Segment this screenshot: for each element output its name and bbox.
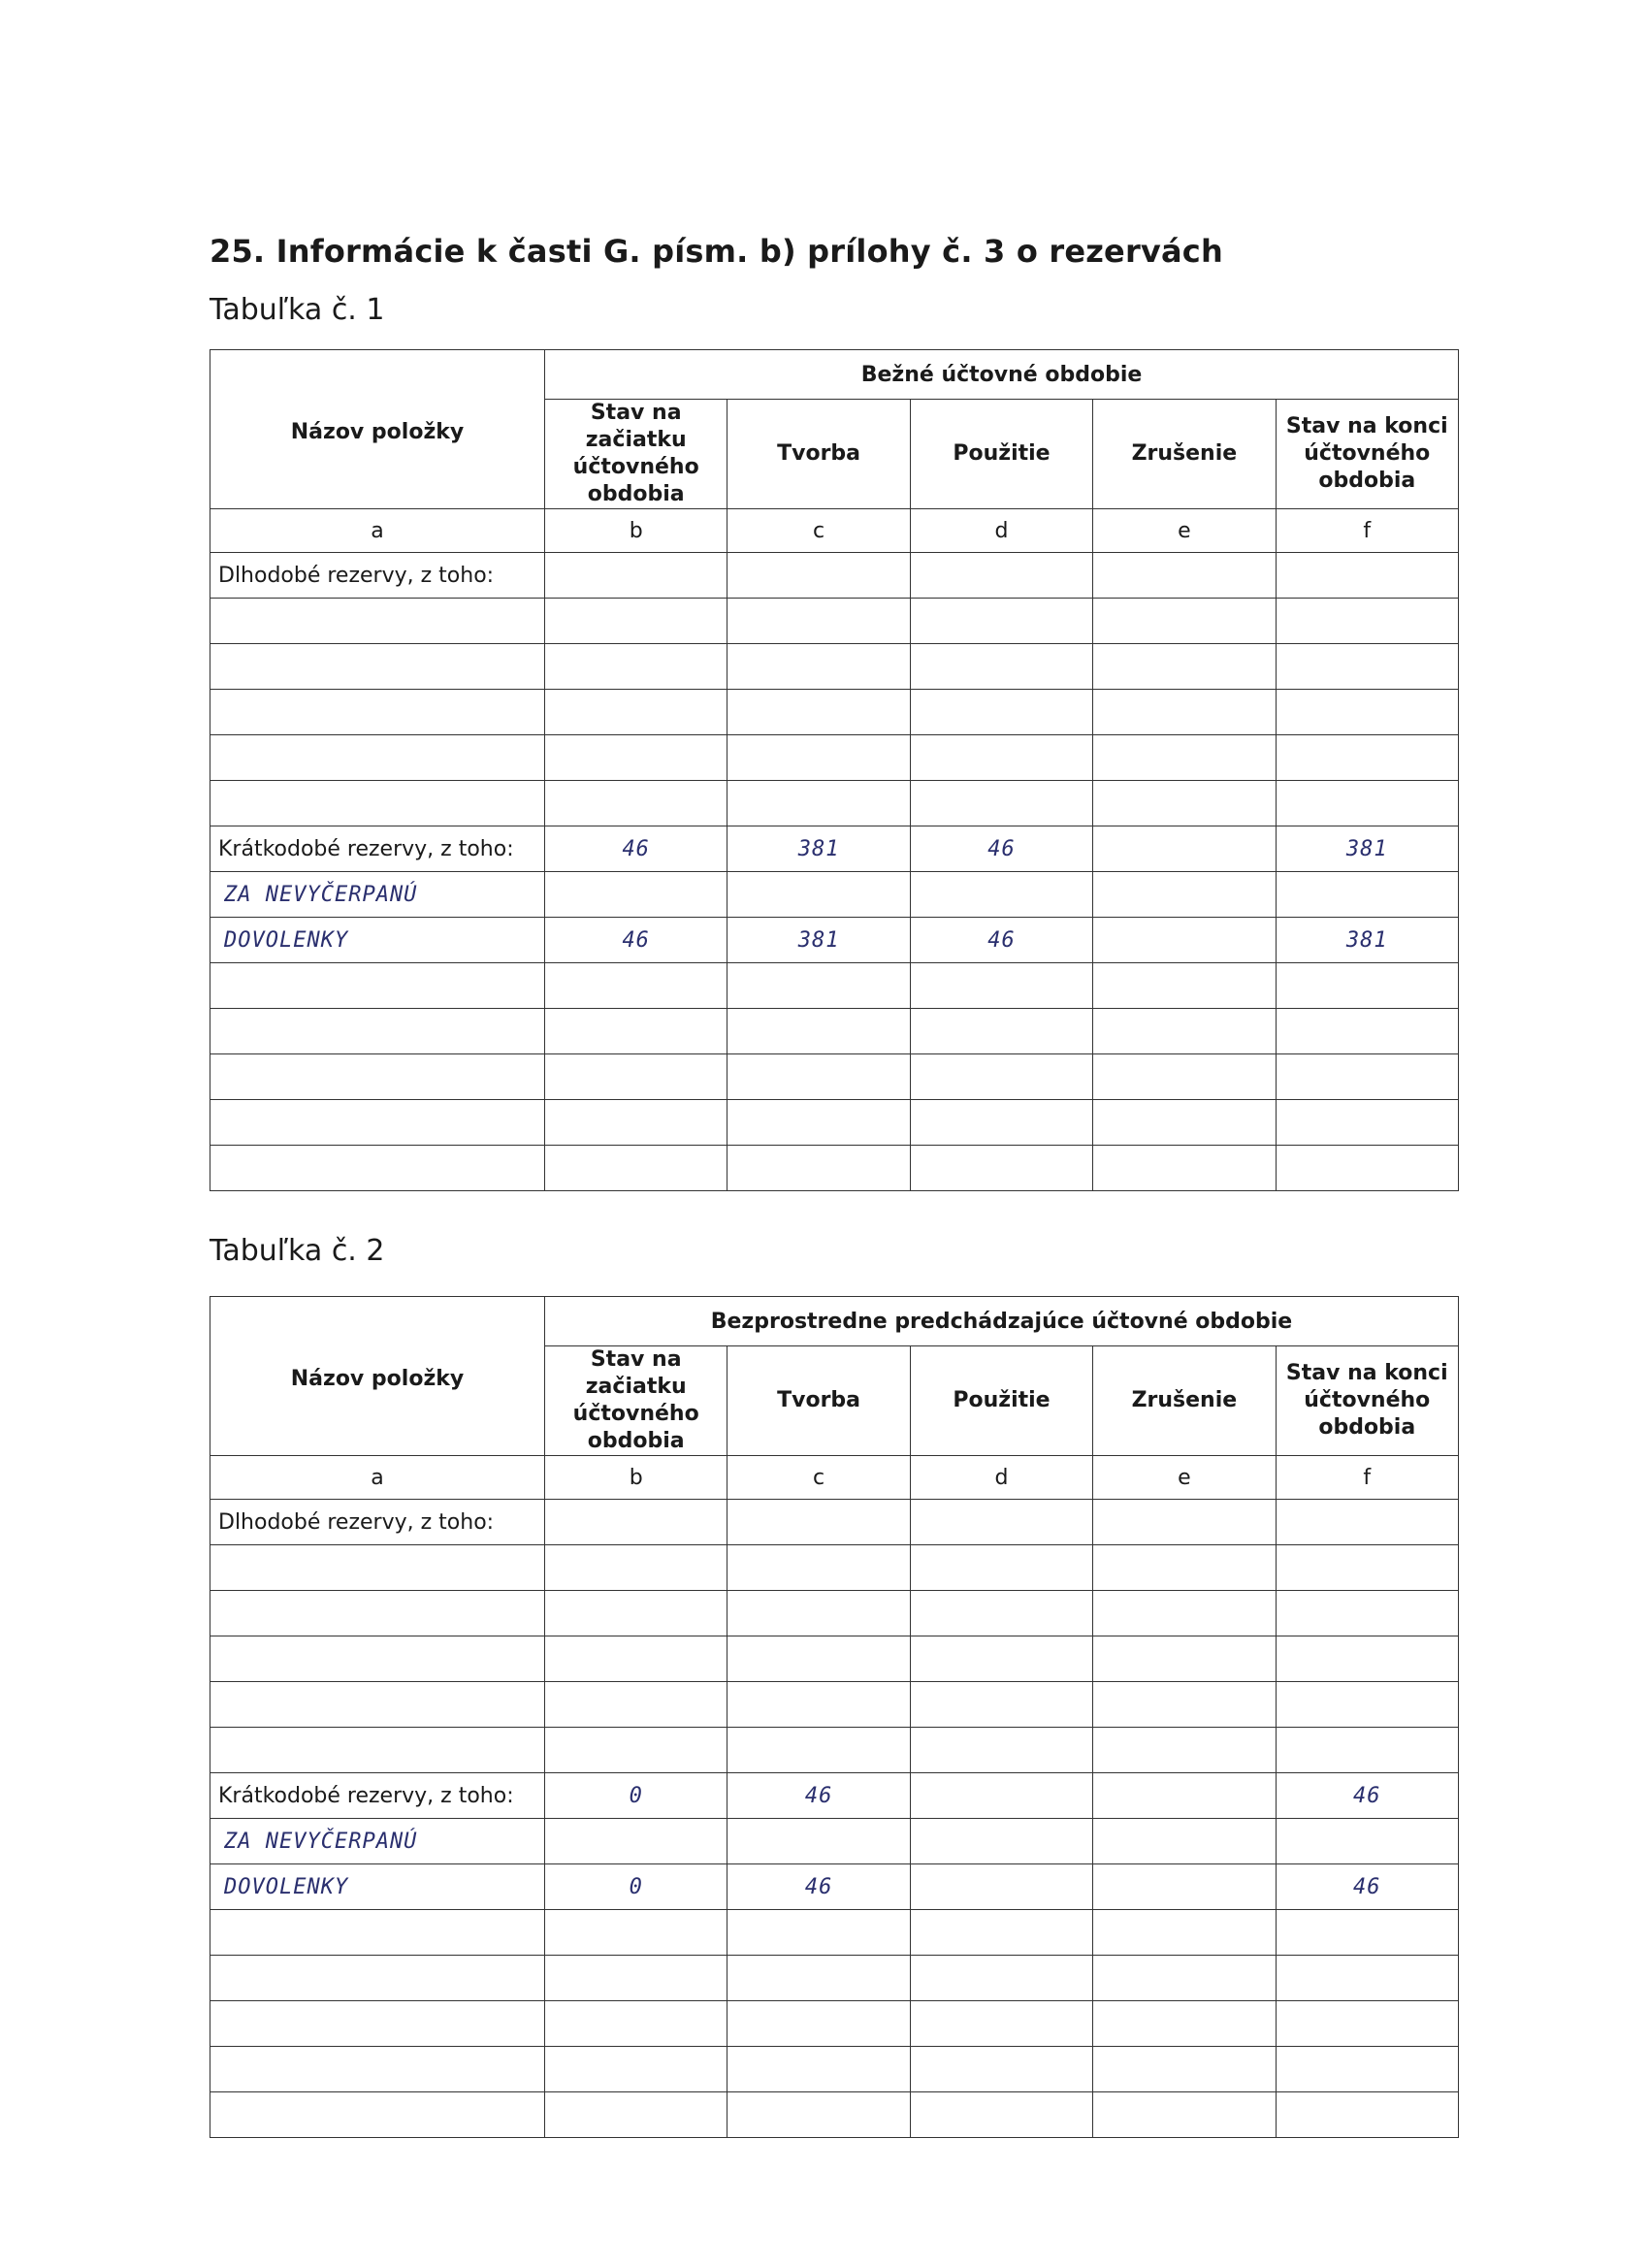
item-cancellation	[1093, 918, 1276, 963]
header-creation: Tvorba	[728, 400, 910, 509]
table-row	[210, 599, 1459, 644]
item-end: 46	[1276, 1864, 1458, 1910]
table-row	[210, 1146, 1459, 1191]
header-cancellation: Zrušenie	[1093, 400, 1276, 509]
column-letter: c	[728, 509, 910, 553]
column-letter: f	[1276, 509, 1458, 553]
column-letter: a	[210, 509, 545, 553]
short-term-creation: 46	[728, 1773, 910, 1819]
column-letter: c	[728, 1456, 910, 1500]
section-heading: 25. Informácie k časti G. písm. b) prílohy č. 3 o rezervách	[210, 233, 1223, 270]
table-row	[210, 1009, 1459, 1054]
table-row	[210, 2047, 1459, 2092]
header-start-balance: Stav na začiatku účtovného obdobia	[545, 1346, 728, 1456]
reserves-table-current	[210, 349, 1459, 1191]
short-term-row	[210, 826, 1459, 872]
item-name-line2: DOVOLENKY	[210, 918, 545, 963]
item-name-line2: DOVOLENKY	[210, 1864, 545, 1910]
table-row	[210, 1545, 1459, 1591]
long-term-row	[210, 553, 1459, 599]
table-row	[210, 1682, 1459, 1728]
table-1-label: Tabuľka č. 1	[210, 293, 385, 327]
table-row	[210, 735, 1459, 781]
short-term-cancellation	[1093, 826, 1276, 872]
item-name-line1: ZA NEVYČERPANÚ	[210, 1819, 545, 1864]
item-usage	[910, 1864, 1092, 1910]
table-row	[210, 963, 1459, 1009]
column-letters-row	[210, 509, 1459, 553]
column-letter: a	[210, 1456, 545, 1500]
item-start: 0	[545, 1864, 728, 1910]
short-term-usage	[910, 1773, 1092, 1819]
column-letter: d	[910, 1456, 1092, 1500]
item-row-line1	[210, 872, 1459, 918]
table-row	[210, 2001, 1459, 2047]
short-term-end: 381	[1276, 826, 1458, 872]
header-end-balance: Stav na konci účtovného obdobia	[1276, 1346, 1458, 1456]
table-2-label: Tabuľka č. 2	[210, 1234, 385, 1268]
table-row	[210, 1910, 1459, 1956]
short-term-label: Krátkodobé rezervy, z toho:	[210, 826, 545, 872]
table-row	[210, 781, 1459, 826]
item-row-line1	[210, 1819, 1459, 1864]
item-end: 381	[1276, 918, 1458, 963]
header-usage: Použitie	[910, 400, 1092, 509]
item-start: 46	[545, 918, 728, 963]
short-term-creation: 381	[728, 826, 910, 872]
column-letter: b	[545, 509, 728, 553]
table-row	[210, 1591, 1459, 1636]
long-term-row	[210, 1500, 1459, 1545]
short-term-start: 46	[545, 826, 728, 872]
header-usage: Použitie	[910, 1346, 1092, 1456]
header-item-name: Názov položky	[210, 1297, 545, 1456]
table-row	[210, 1956, 1459, 2001]
short-term-label: Krátkodobé rezervy, z toho:	[210, 1773, 545, 1819]
column-letter: d	[910, 509, 1092, 553]
header-creation: Tvorba	[728, 1346, 910, 1456]
table-row	[210, 2092, 1459, 2138]
column-letter: f	[1276, 1456, 1458, 1500]
short-term-cancellation	[1093, 1773, 1276, 1819]
column-letter: e	[1093, 1456, 1276, 1500]
item-name-line1: ZA NEVYČERPANÚ	[210, 872, 545, 918]
short-term-row	[210, 1773, 1459, 1819]
header-item-name: Názov položky	[210, 350, 545, 509]
short-term-end: 46	[1276, 1773, 1458, 1819]
item-creation: 381	[728, 918, 910, 963]
header-end-balance: Stav na konci účtovného obdobia	[1276, 400, 1458, 509]
header-period: Bezprostredne predchádzajúce účtovné obdobie	[545, 1297, 1459, 1346]
column-letter: e	[1093, 509, 1276, 553]
header-start-balance: Stav na začiatku účtovného obdobia	[545, 400, 728, 509]
item-cancellation	[1093, 1864, 1276, 1910]
column-letter: b	[545, 1456, 728, 1500]
short-term-start: 0	[545, 1773, 728, 1819]
item-row-line2	[210, 1864, 1459, 1910]
column-letters-row	[210, 1456, 1459, 1500]
table-row	[210, 690, 1459, 735]
table-row	[210, 644, 1459, 690]
long-term-label: Dlhodobé rezervy, z toho:	[210, 1500, 545, 1545]
item-usage: 46	[910, 918, 1092, 963]
reserves-table-previous	[210, 1296, 1459, 2138]
short-term-usage: 46	[910, 826, 1092, 872]
table-row	[210, 1636, 1459, 1682]
long-term-label: Dlhodobé rezervy, z toho:	[210, 553, 545, 599]
table-row	[210, 1728, 1459, 1773]
header-cancellation: Zrušenie	[1093, 1346, 1276, 1456]
table-row	[210, 1100, 1459, 1146]
table-row	[210, 1054, 1459, 1100]
item-creation: 46	[728, 1864, 910, 1910]
item-row-line2	[210, 918, 1459, 963]
header-period: Bežné účtovné obdobie	[545, 350, 1459, 400]
